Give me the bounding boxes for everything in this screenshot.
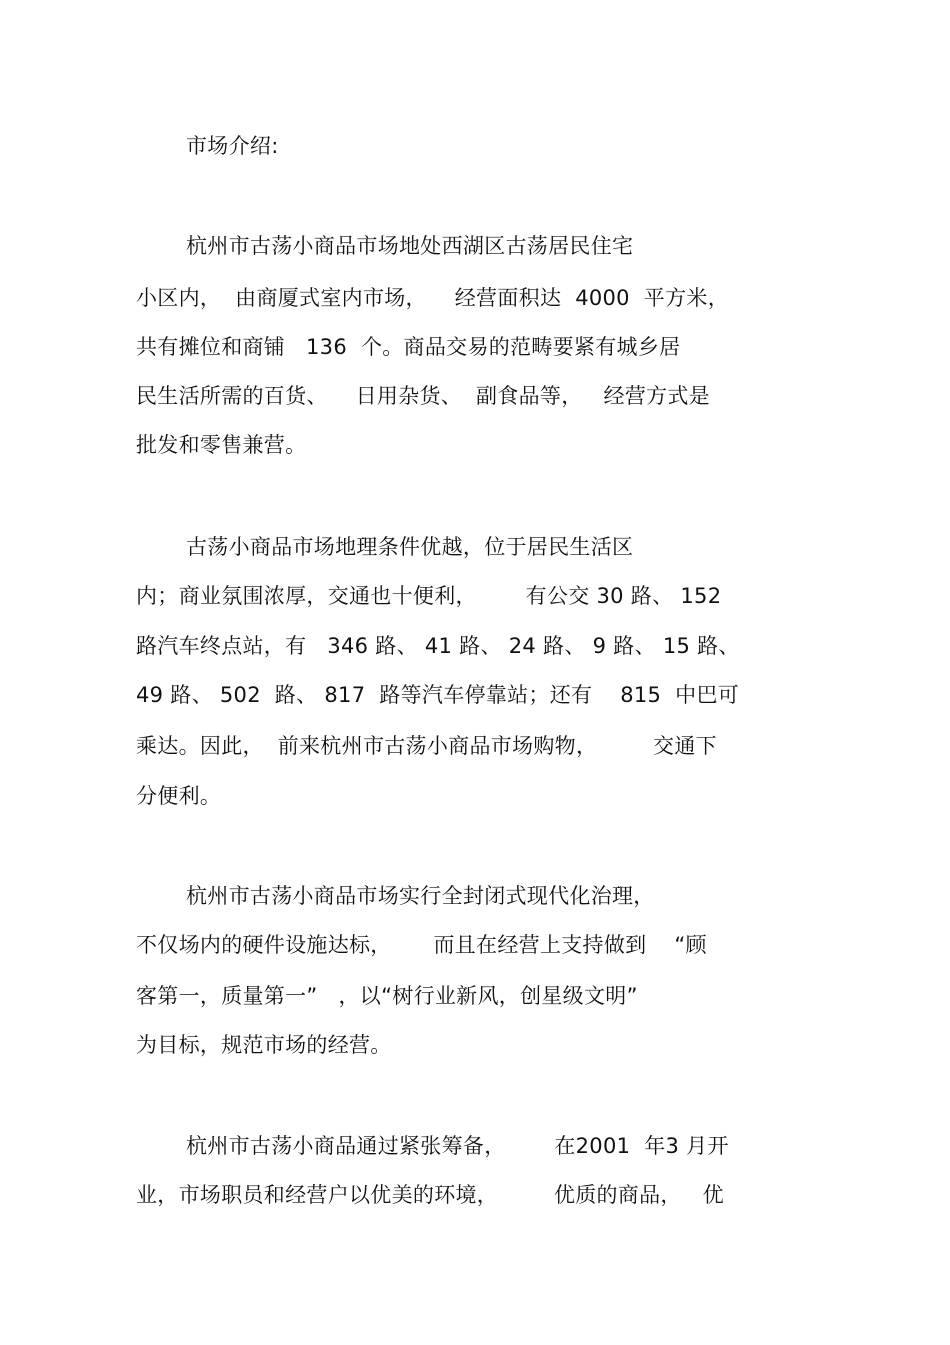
paragraph-2-line-2: 内；商业氛围浓厚，交通也十便利， 有公交 30 路、 152 [136,584,722,608]
paragraph-3-line-1: 杭州市古荡小商品市场实行全封闭式现代化治理， [186,884,655,908]
section-heading: 市场介绍: [186,134,279,158]
paragraph-1-line-2: 小区内， 由商厦式室内市场， 经营面积达 4000 平方米， [136,286,729,310]
paragraph-3-line-4: 为目标，规范市场的经营。 [136,1033,392,1057]
paragraph-2-line-4: 49 路、 502 路、 817 路等汽车停靠站；还有 815 中巴可 [136,683,740,707]
paragraph-2-line-6: 分便利。 [136,784,222,808]
paragraph-3-line-3: 客第一，质量第一” ，以“树行业新风，创星级文明” [136,984,638,1008]
paragraph-1-line-3: 共有摊位和商铺 136 个。商品交易的范畴要紧有城乡居 [136,335,681,359]
paragraph-1-line-4: 民生活所需的百货、 日用杂货、 副食品等， 经营方式是 [136,384,710,408]
paragraph-2-line-1: 古荡小商品市场地理条件优越，位于居民生活区 [186,535,634,559]
paragraph-2-line-3: 路汽车终点站，有 346 路、 41 路、 24 路、 9 路、 15 路、 [136,634,740,658]
paragraph-4-line-2: 业，市场职员和经营户以优美的环境， 优质的商品， 优 [136,1183,724,1207]
paragraph-4-line-1: 杭州市古荡小商品通过紧张筹备， 在2001 年3 月开 [186,1134,729,1158]
paragraph-2-line-5: 乘达。因此， 前来杭州市古荡小商品市场购物， 交通下 [136,734,717,758]
paragraph-1-line-5: 批发和零售兼营。 [136,433,307,457]
paragraph-3-line-2: 不仅场内的硬件设施达标， 而且在经营上支持做到 “顾 [136,933,707,957]
paragraph-1-line-1: 杭州市古荡小商品市场地处西湖区古荡居民住宅 [186,234,634,258]
